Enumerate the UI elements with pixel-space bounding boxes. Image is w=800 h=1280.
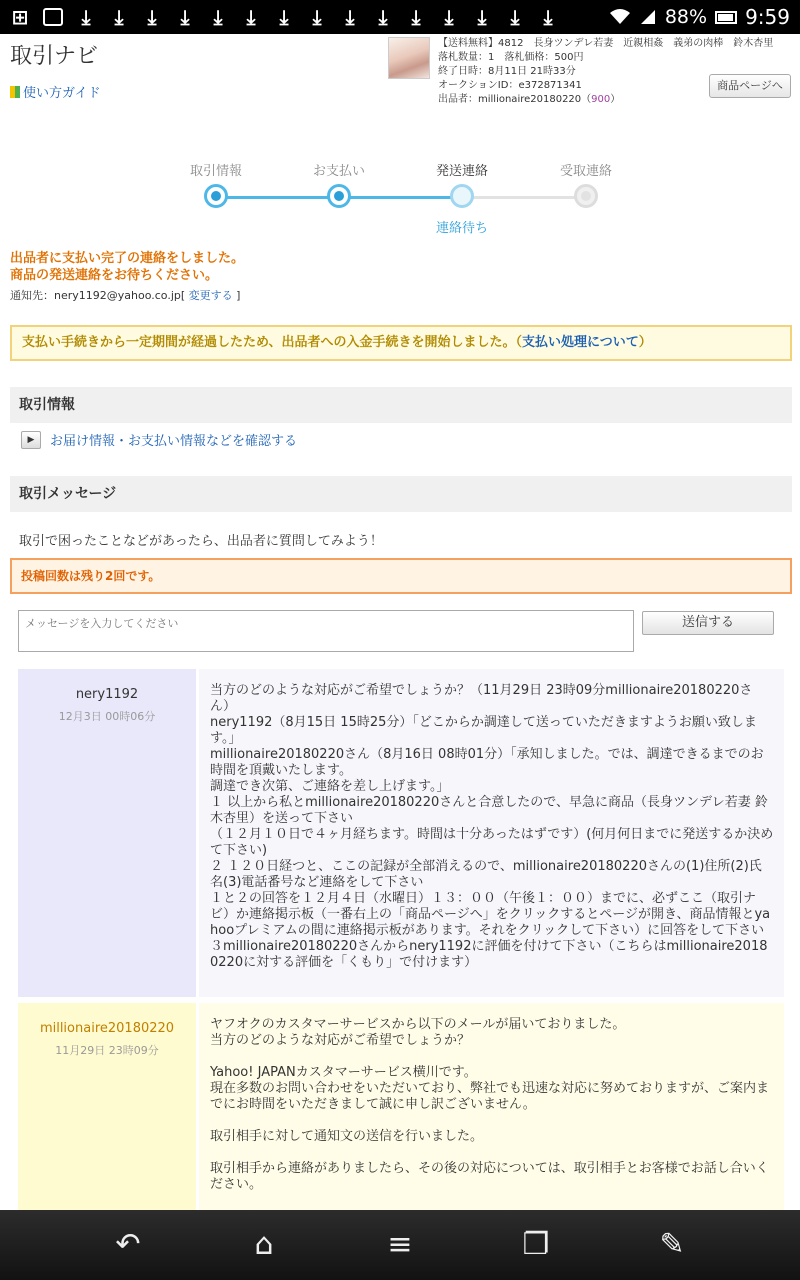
- message-input[interactable]: [18, 610, 634, 652]
- download-icon: ⤓: [312, 5, 322, 29]
- download-icon: ⤓: [246, 5, 256, 29]
- battery-icon: [715, 11, 737, 24]
- section-messages: 取引メッセージ: [10, 476, 792, 512]
- message-author: millionaire20180220: [39, 1021, 175, 1036]
- clock: 9:59: [745, 5, 790, 29]
- payment-notice: 出品者に支払い完了の連絡をしました。 商品の発送連絡をお待ちください。: [10, 251, 245, 283]
- notify-address: 通知先：nery1192@yahoo.co.jp[ 変更する ]: [10, 289, 241, 302]
- download-icon: ⤓: [477, 5, 487, 29]
- notification-icons: [10, 7, 558, 27]
- add-icon: ⊞: [11, 5, 29, 29]
- battery-percent: 88%: [664, 6, 708, 28]
- step-dot-2: [327, 184, 351, 208]
- wifi-icon: [609, 8, 631, 26]
- download-icon: ⤓: [180, 5, 190, 29]
- step-label-2: お支払い: [312, 164, 366, 179]
- product-page-button[interactable]: 商品ページへ: [709, 74, 791, 98]
- delivery-info-link[interactable]: [21, 430, 297, 449]
- message-item: [18, 669, 784, 997]
- status-right: [609, 5, 790, 29]
- item-auction-id: オークションID：e372871341: [438, 80, 582, 91]
- step-label-3: 発送連絡: [435, 164, 489, 179]
- remaining-posts-badge: 投稿回数は残り2回です。: [10, 558, 792, 594]
- download-icon: ⤓: [444, 5, 454, 29]
- home-icon[interactable]: ⌂: [254, 1227, 274, 1262]
- message-hint: 取引で困ったことなどがあったら、出品者に質問してみよう！: [19, 534, 383, 549]
- back-icon[interactable]: ↶: [115, 1227, 141, 1262]
- download-icon: ⤓: [411, 5, 421, 29]
- beginner-mark-icon: [10, 86, 20, 98]
- item-title: 【送料無料】4812 長身ツンデレ若妻 近親相姦 義弟の肉棒 鈴木杏里: [438, 38, 774, 49]
- payment-warning: 支払い手続きから一定期間が経過したため、出品者への入金手続きを開始しました。（支払い処理について）: [10, 325, 792, 361]
- change-link[interactable]: 変更する: [188, 289, 233, 302]
- delivery-info-label: お届け情報・お支払い情報などを確認する: [50, 434, 298, 449]
- message-date: 12月3日 00時06分: [58, 710, 156, 723]
- message-date: 11月29日 23時09分: [55, 1044, 159, 1057]
- section-transaction-info: 取引情報: [10, 387, 792, 423]
- download-icon: ⤓: [147, 5, 157, 29]
- message-body: ヤフオクのカスタマーサービスから以下のメールが届いておりました。 当方のどのような対応がご希望でしょうか？ Yahoo! JAPANカスタマーサービス横川です。 現在多数のお問い合わせをいただいており、弊社でも迅速な対応に努めておりますが、ご案内までにお時間をいただきまして誠に申し訳ございません。 取引相手に対して通知文の送信を行いました。 取引相手から連絡がありましたら、その後の対応については、取引相手とお客様でお話し合いください。: [199, 1003, 784, 1210]
- seller-rating[interactable]: 900: [591, 94, 611, 105]
- download-icon: ⤓: [378, 5, 388, 29]
- guide-link[interactable]: [10, 82, 101, 101]
- payment-process-link[interactable]: 支払い処理について: [521, 335, 639, 350]
- send-button[interactable]: 送信する: [642, 611, 774, 635]
- step-status: 連絡待ち: [435, 221, 489, 236]
- download-icon: ⤓: [213, 5, 223, 29]
- download-icon: ⤓: [543, 5, 553, 29]
- guide-label: 使い方ガイド: [23, 86, 101, 101]
- menu-icon[interactable]: ≡: [387, 1227, 413, 1262]
- download-icon: ⤓: [279, 5, 289, 29]
- message-item: [18, 1003, 784, 1210]
- download-icon: ⤓: [81, 5, 91, 29]
- item-seller: 出品者：millionaire20180220（900）: [438, 94, 621, 105]
- message-meta: [18, 669, 199, 997]
- status-bar: [0, 0, 800, 34]
- step-line-pending: [462, 196, 586, 199]
- message-author: nery1192: [75, 687, 139, 702]
- step-dot-4: [574, 184, 598, 208]
- recent-apps-icon[interactable]: ❐: [522, 1227, 550, 1262]
- signal-icon: [639, 8, 657, 26]
- download-icon: ⤓: [345, 5, 355, 29]
- item-thumbnail[interactable]: [388, 37, 430, 79]
- step-dot-3: [450, 184, 474, 208]
- item-price: 落札数量：1 落札価格：500円: [438, 52, 584, 63]
- download-icon: ⤓: [510, 5, 520, 29]
- navigation-bar: [0, 1210, 800, 1280]
- message-meta: [18, 1003, 199, 1210]
- page: [0, 34, 800, 1210]
- step-label-4: 受取連絡: [559, 164, 613, 179]
- page-title: 取引ナビ: [10, 44, 99, 69]
- image-icon: [43, 8, 63, 26]
- item-end-time: 終了日時：8月11日 21時33分: [438, 66, 576, 77]
- step-label-1: 取引情報: [189, 164, 243, 179]
- message-body: 当方のどのような対応がご希望でしょうか？（11月29日 23時09分millionaire20180220さん） nery1192（8月15日 15時25分）「どこからか調達して送っていただきますようお願い致します。」 millionaire20180220さん（8月16日 08時01分）「承知しました。では、調達できるまでのお時間を頂戴いたします。 調達でき次第、ご連絡を差し上げます。」 １ 以上から私とmillionaire20180220さんと合意したので、早急に商品（長身ツンデレ若妻 鈴木杏里）を送って下さい （１２月１０日で４ヶ月経ちます。時間は十分あったはずです）(何月何日までに発送するか決めて下さい) ２ １２０日経つと、ここの記録が全部消えるので、millionaire20180220さんの(1)住所(2)氏名(3)電話番号など連絡をして下さい １と２の回答を１２月４日（水曜日）１３：００（午後１：００）までに、必ずここ（取引ナビ）か連絡掲示板（一番右上の「商品ページへ」をクリックするとページが開き、商品情報とyahooプレミアムの間に連絡掲示板があります。それをクリックして下さい）に回答をして下さい ３millionaire20180220さんからnery1192に評価を付けて下さい（こちらはmillionaire20180220に対する評価を「くもり」で付けます）: [199, 669, 784, 997]
- play-arrow-icon: ▶: [21, 431, 41, 449]
- step-dot-1: [204, 184, 228, 208]
- edit-icon[interactable]: ✎: [659, 1227, 685, 1262]
- download-icon: ⤓: [114, 5, 124, 29]
